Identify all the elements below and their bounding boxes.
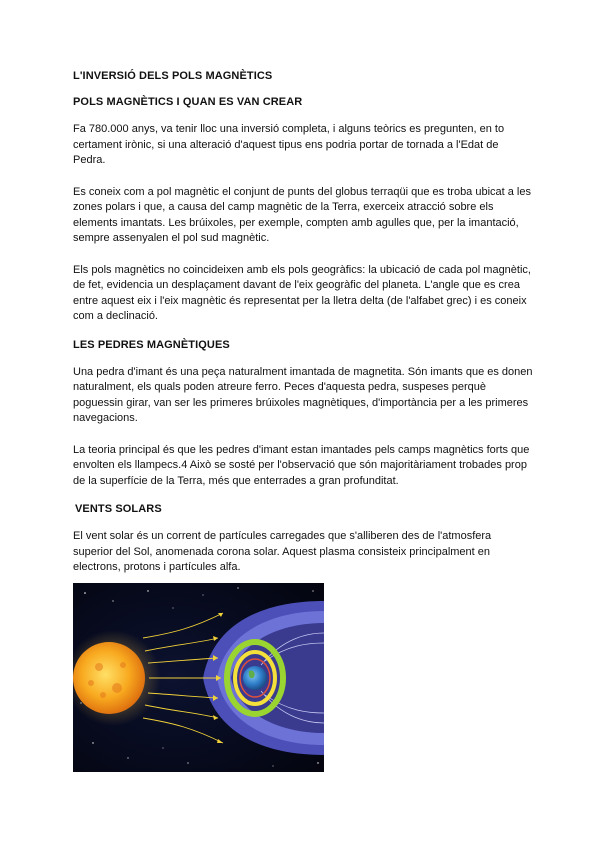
paragraph: La teoria principal és que les pedres d'imant estan imantades pels camps magnètics forts que envolten els llampecs.4 Això se sosté per l'observació que són majoritàriament trobades prop de la superfície de la Terra, més que enterrades a gran profunditat. [73,443,530,487]
sun [73,642,145,714]
paragraph: El vent solar és un corrent de partícules carregades que s'alliberen des de l'atmosfera superior del Sol, anomenada corona solar. Aquest plasma consisteix principalment en electrons, protons i partícules alfa. [73,530,492,573]
earth [243,666,267,690]
illustration-svg [73,583,324,772]
section-heading-magnetic-poles: POLS MAGNÈTICS I QUAN ES VAN CREAR [73,96,303,108]
document-body [73,70,533,592]
solar-wind-magnetosphere-illustration [73,583,324,772]
paragraph: Es coneix com a pol magnètic el conjunt de punts del globus terraqüi que es troba ubicat a les zones polars i que, a causa del camp magnètic de la Terra, exerceix atracció sobre els elements imantats. Les brúixoles, per exemple, compten amb agulles que, per la imantació, sempre assenyalen el pol sud magnètic. [73,185,531,244]
paragraph: Una pedra d'imant és una peça naturalment imantada de magnetita. Són imants que es donen naturalment, els quals poden atreure ferro. Peces d'aquesta pedra, suspeses perquè poguessin girar, van ser les primeres brúixoles magnètiques, d'importància per a les primeres navegacions. [73,365,533,424]
document-title: L'INVERSIÓ DELS POLS MAGNÈTICS [73,70,273,82]
paragraph: Els pols magnètics no coincideixen amb els pols geogràfics: la ubicació de cada pol magnètic, de fet, evidencia un desplaçament davant de l'eix geogràfic del planeta. L'angle que es crea entre aquest eix i l'eix magnètic és representat per la lletra delta (de l'alfabet grec) i es coneix com a declinació. [73,263,531,322]
section-heading-lodestones: LES PEDRES MAGNÈTIQUES [73,338,230,351]
paragraph: Fa 780.000 anys, va tenir lloc una inversió completa, i alguns teòrics es pregunten, en to certament irònic, si una alteració d'aquest tipus ens podria portar de tornada a l'Edat de Pedra. [73,123,505,166]
section-heading-solar-winds: VENTS SOLARS [75,503,162,515]
